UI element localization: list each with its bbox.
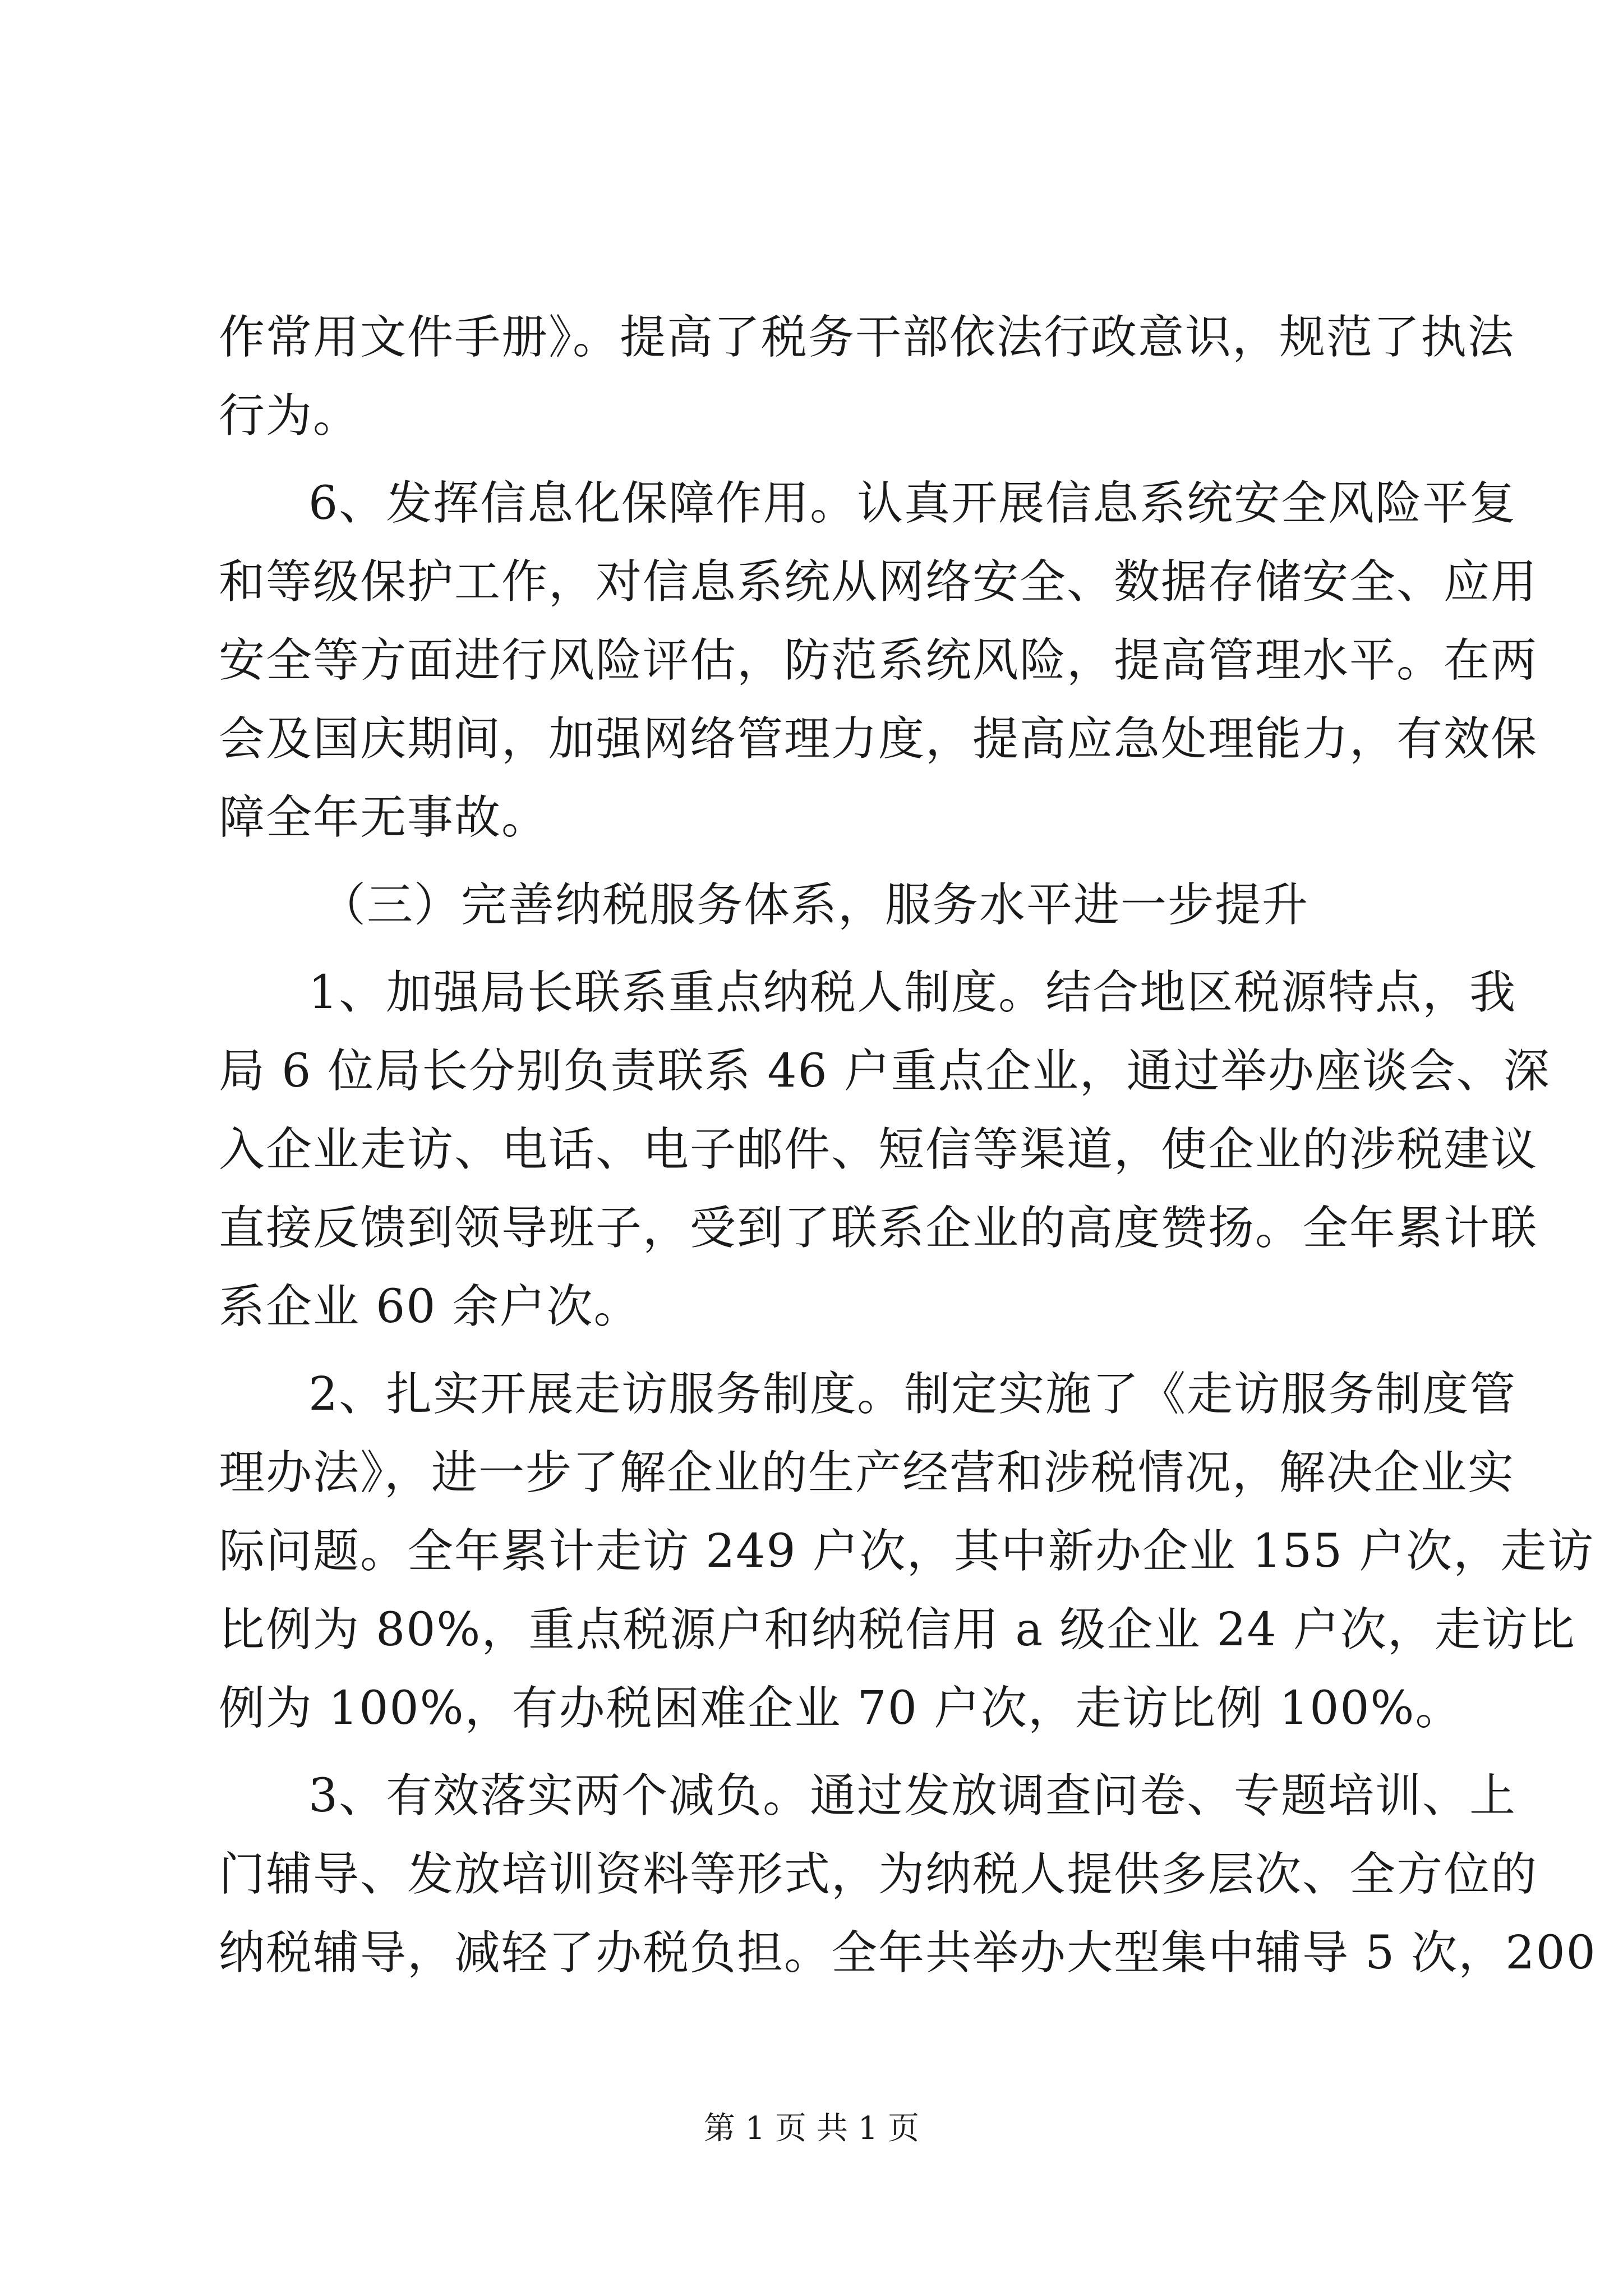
- document-body: [219, 298, 1597, 1993]
- text-line: 际问题。全年累计走访 249 户次，其中新办企业 155 户次，走访: [219, 1525, 1595, 1578]
- text-line: 门辅导、发放培训资料等形式，为纳税人提供多层次、全方位的: [219, 1848, 1538, 1901]
- text-line: 局 6 位局长分别负责联系 46 户重点企业，通过举办座谈会、深: [219, 1045, 1551, 1098]
- text-line: 作常用文件手册》。提高了税务干部依法行政意识，规范了执法: [219, 311, 1515, 364]
- text-line: 入企业走访、电话、电子邮件、短信等渠道，使企业的涉税建议: [219, 1123, 1538, 1176]
- text-line: 3、有效落实两个减负。通过发放调查问卷、专题培训、上: [308, 1769, 1517, 1823]
- text-line: 纳税辅导，减轻了办税负担。全年共举办大型集中辅导 5 次，200: [219, 1926, 1597, 1980]
- text-line: 系企业 60 余户次。: [219, 1280, 641, 1333]
- text-line: 6、发挥信息化保障作用。认真开展信息系统安全风险平复: [308, 477, 1517, 530]
- text-line: 直接反馈到领导班子，受到了联系企业的高度赞扬。全年累计联: [219, 1202, 1538, 1255]
- text-line: 理办法》，进一步了解企业的生产经营和涉税情况，解决企业实: [219, 1446, 1515, 1499]
- text-line: 1、加强局长联系重点纳税人制度。结合地区税源特点，我: [308, 966, 1517, 1019]
- text-line: 比例为 80%，重点税源户和纳税信用 a 级企业 24 户次，走访比: [219, 1603, 1576, 1657]
- page-footer: 第 1 页 共 1 页: [703, 2110, 920, 2147]
- text-line: 和等级保护工作，对信息系统从网络安全、数据存储安全、应用: [219, 555, 1538, 609]
- section-heading: （三）完善纳税服务体系，服务水平进一步提升: [320, 878, 1310, 932]
- text-line: 会及国庆期间，加强网络管理力度，提高应急处理能力，有效保: [219, 712, 1538, 766]
- text-line: 安全等方面进行风险评估，防范系统风险，提高管理水平。在两: [219, 634, 1538, 687]
- text-line: 行为。: [219, 389, 361, 443]
- text-line: 障全年无事故。: [219, 791, 549, 844]
- text-line: 2、扎实开展走访服务制度。制定实施了《走访服务制度管: [308, 1368, 1517, 1421]
- text-line: 例为 100%，有办税困难企业 70 户次，走访比例 100%。: [219, 1682, 1463, 1735]
